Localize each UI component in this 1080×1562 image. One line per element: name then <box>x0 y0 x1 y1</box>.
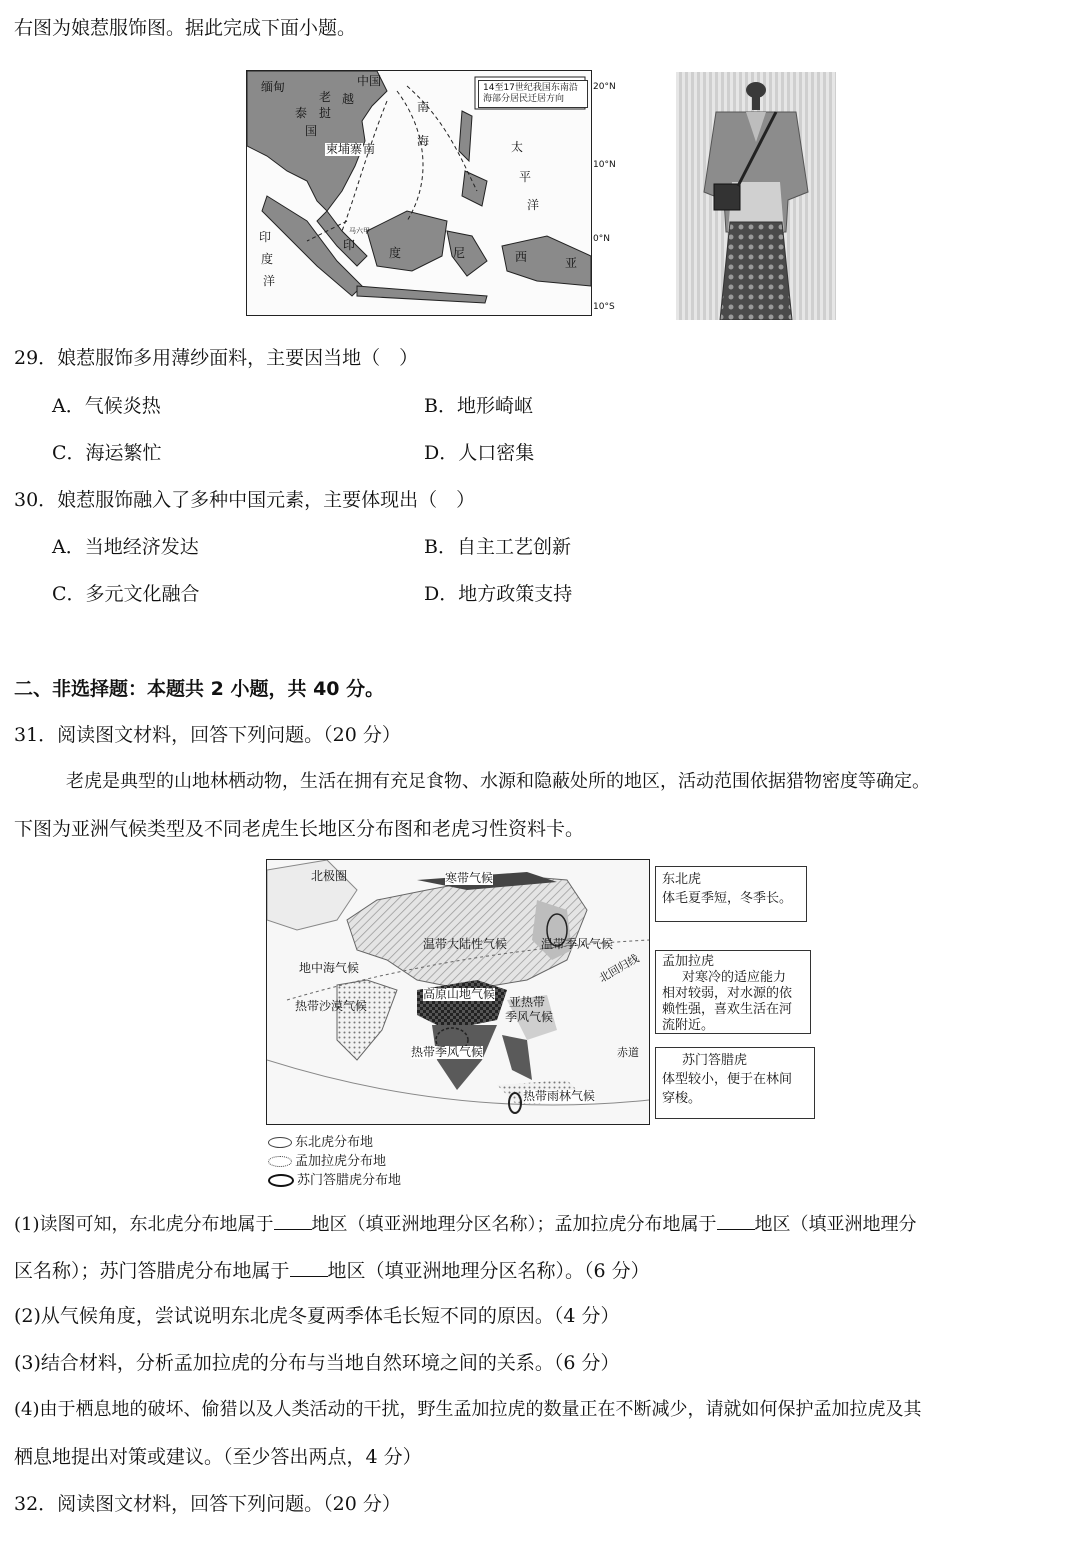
q29-option-b: B．地形崎岖 <box>424 395 533 417</box>
label-malacca: 马六甲 <box>349 227 370 235</box>
card-siberian-body: 体毛夏季短，冬季长。 <box>662 891 793 906</box>
legend-siberian <box>268 1135 373 1151</box>
card-siberian-title: 东北虎 <box>662 872 702 887</box>
q31-part1-d: 区名称）；苏门答腊虎分布地属于 <box>14 1260 290 1282</box>
card-bengal-body-2: 相对较弱，对水源的依 <box>662 986 793 1001</box>
label-arctic-circle: 北极圈 <box>311 869 348 883</box>
label-subtropical-1: 亚热带 <box>509 995 546 1009</box>
q31-part1-e: 地区（填亚洲地理分区名称）。（6 分） <box>327 1260 650 1282</box>
q31-paragraph-2: 下图为亚洲气候类型及不同老虎生长地区分布图和老虎习性资料卡。 <box>14 818 585 840</box>
label-temperate-monsoon: 温带季风气候 <box>541 937 614 951</box>
label-indian-ocean-3: 洋 <box>263 274 276 288</box>
label-indonesia-3: 尼 <box>453 246 466 260</box>
card-sumatran-tiger <box>655 1047 815 1119</box>
q30-option-a: A．当地经济发达 <box>52 536 199 558</box>
label-pacific-2: 平 <box>519 170 532 184</box>
nyonya-dress-photo <box>676 72 836 320</box>
answer-blank-3[interactable] <box>290 1258 328 1277</box>
answer-blank-2[interactable] <box>717 1211 755 1230</box>
q31-part1-line2 <box>14 1258 650 1283</box>
ellipse-solid-thick-icon <box>268 1174 294 1187</box>
lat-20n: 20°N <box>593 82 616 92</box>
label-subtropical-2: 季风气候 <box>505 1010 554 1024</box>
q31-paragraph-1: 老虎是典型的山地林栖动物，生活在拥有充足食物、水源和隐蔽处所的地区，活动范围依据猎物密度等确定。 <box>66 771 930 792</box>
q30-stem: 30．娘惹服饰融入了多种中国元素，主要体现出（ ） <box>14 489 476 511</box>
dress-icon <box>676 72 836 320</box>
label-mediterranean: 地中海气候 <box>299 961 360 975</box>
legend-sumatran-label: 苏门答腊虎分布地 <box>297 1173 402 1188</box>
legend-bengal-label: 孟加拉虎分布地 <box>295 1154 387 1169</box>
lat-10n: 10°N <box>593 160 616 170</box>
label-continental: 温带大陆性气候 <box>423 937 508 951</box>
map1-legend: 14至17世纪我国东南沿海部分居民迁居方向 <box>478 80 588 108</box>
ellipse-dotted-icon <box>268 1156 292 1167</box>
label-indian-ocean-2: 度 <box>261 252 274 266</box>
label-pacific-1: 太 <box>511 140 524 154</box>
label-cambodia: 柬埔寨 <box>326 142 363 156</box>
q29-option-d: D．人口密集 <box>424 442 535 464</box>
card-bengal-body-1: 对寒冷的适应能力 <box>682 970 787 985</box>
ellipse-solid-thin-icon <box>268 1137 292 1148</box>
q29-stem: 29．娘惹服饰多用薄纱面料，主要因当地（ ） <box>14 347 419 369</box>
legend-siberian-label: 东北虎分布地 <box>295 1135 374 1150</box>
legend-bengal <box>268 1154 386 1170</box>
card-bengal-body-4: 流附近。 <box>662 1018 715 1033</box>
label-vietnam: 越 <box>342 92 355 106</box>
q31-part1-line1 <box>14 1211 917 1237</box>
q29-option-a: A．气候炎热 <box>52 395 161 417</box>
card-bengal-body-3: 赖性强，喜欢生活在河 <box>662 1002 793 1017</box>
q31-stem: 31．阅读图文材料，回答下列问题。（20 分） <box>14 724 401 746</box>
section2-heading: 二、非选择题：本题共 2 小题，共 40 分。 <box>14 678 385 700</box>
card-sumatran-title: 苏门答腊虎 <box>682 1053 748 1068</box>
label-indian-ocean-1: 印 <box>259 230 272 244</box>
card-bengal-title: 孟加拉虎 <box>662 954 715 969</box>
lat-10s: 10°S <box>593 302 615 312</box>
q29-option-c: C．海运繁忙 <box>52 442 162 464</box>
label-rainforest: 热带雨林气候 <box>523 1089 596 1103</box>
label-equator: 赤道 <box>617 1046 639 1059</box>
label-laos-2: 挝 <box>319 106 332 120</box>
label-desert: 热带沙漠气候 <box>295 999 368 1013</box>
q31-part3: (3)结合材料，分析孟加拉虎的分布与当地自然环境之间的关系。（6 分） <box>14 1352 620 1374</box>
card-bengal-tiger <box>655 950 811 1034</box>
q31-part4-line1: (4)由于栖息地的破坏、偷猎以及人类活动的干扰，野生孟加拉虎的数量正在不断减少，请就如何保护孟加拉虎及其 <box>14 1399 922 1420</box>
label-indonesia-5: 亚 <box>565 256 578 270</box>
label-tundra: 寒带气候 <box>445 871 494 885</box>
card-sumatran-body-2: 穿梭。 <box>662 1091 702 1106</box>
label-indonesia-4: 西 <box>515 250 528 264</box>
q31-part1-a: (1)读图可知，东北虎分布地属于 <box>14 1214 274 1235</box>
label-scs-2: 海 <box>417 134 430 148</box>
q31-part1-c: 地区（填亚洲地理分 <box>754 1214 917 1235</box>
q31-part4-line2: 栖息地提出对策或建议。（至少答出两点，4 分） <box>14 1446 422 1468</box>
label-pacific-3: 洋 <box>527 198 540 212</box>
label-thailand-1: 泰 <box>295 106 308 120</box>
card-sumatran-body-1: 体型较小，便于在林间 <box>662 1072 793 1087</box>
q30-option-c: C．多元文化融合 <box>52 583 200 605</box>
label-south: 南 <box>363 142 376 156</box>
label-tropical-monsoon: 热带季风气候 <box>411 1045 484 1059</box>
q31-part2: (2)从气候角度，尝试说明东北虎冬夏两季体毛长短不同的原因。（4 分） <box>14 1305 620 1327</box>
label-burma: 缅甸 <box>261 80 286 94</box>
label-china: 中国 <box>357 74 382 88</box>
card-siberian-tiger <box>655 866 807 922</box>
intro-text: 右图为娘惹服饰图。据此完成下面小题。 <box>14 17 357 39</box>
label-tropic-of-cancer: 北回归线 <box>596 951 642 986</box>
label-scs-1: 南 <box>417 100 430 114</box>
q30-option-d: D．地方政策支持 <box>424 583 573 605</box>
legend-sumatran <box>268 1173 401 1189</box>
label-plateau: 高原山地气候 <box>423 987 496 1001</box>
lat-0: 0°N <box>593 234 610 244</box>
label-laos-1: 老 <box>319 90 332 104</box>
label-indonesia-1: 印 <box>343 238 356 252</box>
q31-part1-b: 地区（填亚洲地理分区名称）；孟加拉虎分布地属于 <box>311 1214 717 1235</box>
southeast-asia-map <box>246 70 592 316</box>
answer-blank-1[interactable] <box>274 1211 312 1230</box>
q32-stem: 32．阅读图文材料，回答下列问题。（20 分） <box>14 1493 401 1515</box>
asia-climate-map <box>266 859 650 1125</box>
q30-option-b: B．自主工艺创新 <box>424 536 571 558</box>
label-indonesia-2: 度 <box>389 246 402 260</box>
label-thailand-2: 国 <box>305 124 318 138</box>
